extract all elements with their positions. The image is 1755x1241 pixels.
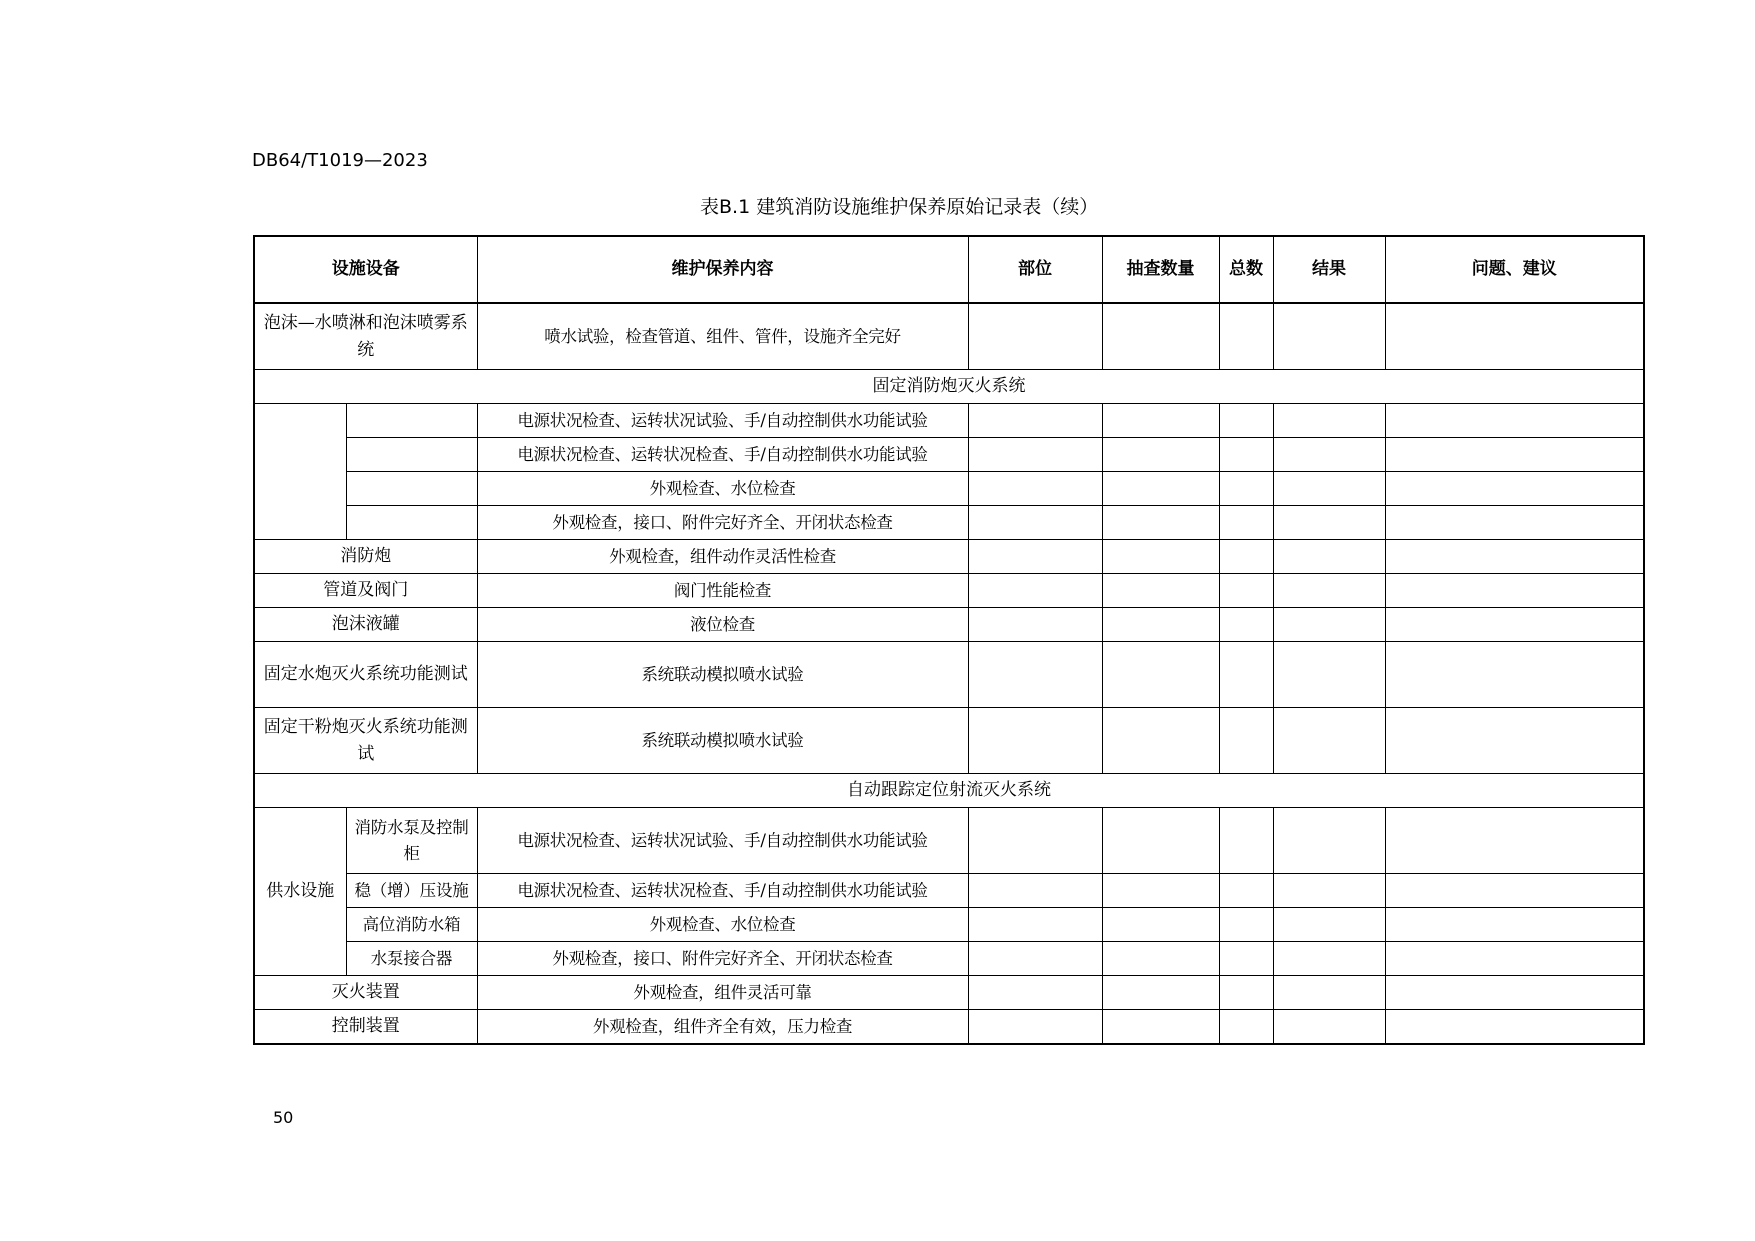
sub-facility-cell <box>346 506 477 540</box>
table-row <box>254 908 1644 942</box>
total-input[interactable] <box>1219 506 1273 540</box>
issues-input[interactable] <box>1385 303 1644 370</box>
issues-input[interactable] <box>1385 540 1644 574</box>
location-input[interactable] <box>968 874 1102 908</box>
total-input[interactable] <box>1219 942 1273 976</box>
header-row <box>254 236 1644 303</box>
content-cell: 液位检查 <box>477 608 968 642</box>
result-input[interactable] <box>1273 1010 1385 1045</box>
group-cell-water-supply: 供水设施 <box>254 808 346 976</box>
sample-qty-input[interactable] <box>1102 574 1219 608</box>
result-input[interactable] <box>1273 472 1385 506</box>
document-code: DB64/T1019—2023 <box>252 150 428 171</box>
total-input[interactable] <box>1219 808 1273 874</box>
total-input[interactable] <box>1219 438 1273 472</box>
header-location: 部位 <box>968 236 1102 303</box>
sample-qty-input[interactable] <box>1102 976 1219 1010</box>
header-result: 结果 <box>1273 236 1385 303</box>
table-row <box>254 642 1644 708</box>
issues-input[interactable] <box>1385 708 1644 774</box>
content-cell: 系统联动模拟喷水试验 <box>477 708 968 774</box>
sample-qty-input[interactable] <box>1102 642 1219 708</box>
location-input[interactable] <box>968 1010 1102 1045</box>
result-input[interactable] <box>1273 942 1385 976</box>
issues-input[interactable] <box>1385 608 1644 642</box>
result-input[interactable] <box>1273 708 1385 774</box>
location-input[interactable] <box>968 438 1102 472</box>
sample-qty-input[interactable] <box>1102 506 1219 540</box>
result-input[interactable] <box>1273 303 1385 370</box>
content-cell: 电源状况检查、运转状况试验、手/自动控制供水功能试验 <box>477 404 968 438</box>
facility-cell: 管道及阀门 <box>254 574 477 608</box>
location-input[interactable] <box>968 908 1102 942</box>
group-cell-empty <box>254 404 346 540</box>
table-row <box>254 976 1644 1010</box>
table-row <box>254 472 1644 506</box>
result-input[interactable] <box>1273 608 1385 642</box>
total-input[interactable] <box>1219 642 1273 708</box>
sub-facility-cell <box>346 404 477 438</box>
sub-facility-cell: 消防水泵及控制柜 <box>346 808 477 874</box>
table-row <box>254 438 1644 472</box>
table-row <box>254 808 1644 874</box>
total-input[interactable] <box>1219 708 1273 774</box>
location-input[interactable] <box>968 574 1102 608</box>
sub-facility-cell: 稳（增）压设施 <box>346 874 477 908</box>
facility-cell: 控制装置 <box>254 1010 477 1045</box>
total-input[interactable] <box>1219 472 1273 506</box>
sample-qty-input[interactable] <box>1102 1010 1219 1045</box>
facility-cell: 消防炮 <box>254 540 477 574</box>
table-row <box>254 404 1644 438</box>
issues-input[interactable] <box>1385 908 1644 942</box>
table-row <box>254 303 1644 370</box>
sample-qty-input[interactable] <box>1102 303 1219 370</box>
content-cell: 喷水试验，检查管道、组件、管件，设施齐全完好 <box>477 303 968 370</box>
issues-input[interactable] <box>1385 438 1644 472</box>
content-cell: 外观检查，组件齐全有效，压力检查 <box>477 1010 968 1045</box>
location-input[interactable] <box>968 642 1102 708</box>
total-input[interactable] <box>1219 976 1273 1010</box>
sub-facility-cell <box>346 438 477 472</box>
facility-cell: 泡沫液罐 <box>254 608 477 642</box>
sample-qty-input[interactable] <box>1102 404 1219 438</box>
facility-cell: 灭火装置 <box>254 976 477 1010</box>
result-input[interactable] <box>1273 404 1385 438</box>
issues-input[interactable] <box>1385 942 1644 976</box>
section-heading: 固定消防炮灭火系统 <box>254 370 1644 404</box>
table-title: 表B.1 建筑消防设施维护保养原始记录表（续） <box>700 196 1099 218</box>
issues-input[interactable] <box>1385 976 1644 1010</box>
location-input[interactable] <box>968 506 1102 540</box>
header-issues: 问题、建议 <box>1385 236 1644 303</box>
issues-input[interactable] <box>1385 404 1644 438</box>
total-input[interactable] <box>1219 608 1273 642</box>
header-sample-qty: 抽查数量 <box>1102 236 1219 303</box>
total-input[interactable] <box>1219 1010 1273 1045</box>
location-input[interactable] <box>968 976 1102 1010</box>
location-input[interactable] <box>968 608 1102 642</box>
content-cell: 电源状况检查、运转状况检查、手/自动控制供水功能试验 <box>477 438 968 472</box>
section-row <box>254 774 1644 808</box>
sample-qty-input[interactable] <box>1102 908 1219 942</box>
total-input[interactable] <box>1219 908 1273 942</box>
issues-input[interactable] <box>1385 874 1644 908</box>
location-input[interactable] <box>968 808 1102 874</box>
sub-facility-cell: 高位消防水箱 <box>346 908 477 942</box>
content-cell: 系统联动模拟喷水试验 <box>477 642 968 708</box>
issues-input[interactable] <box>1385 808 1644 874</box>
table-row <box>254 506 1644 540</box>
sample-qty-input[interactable] <box>1102 874 1219 908</box>
maintenance-record-table <box>253 235 1645 1045</box>
sub-facility-cell: 水泵接合器 <box>346 942 477 976</box>
content-cell: 电源状况检查、运转状况试验、手/自动控制供水功能试验 <box>477 808 968 874</box>
issues-input[interactable] <box>1385 642 1644 708</box>
content-cell: 外观检查，接口、附件完好齐全、开闭状态检查 <box>477 942 968 976</box>
facility-cell: 固定水炮灭火系统功能测试 <box>254 642 477 708</box>
table-row <box>254 708 1644 774</box>
sub-facility-cell <box>346 472 477 506</box>
result-input[interactable] <box>1273 976 1385 1010</box>
location-input[interactable] <box>968 472 1102 506</box>
total-input[interactable] <box>1219 540 1273 574</box>
content-cell: 外观检查、水位检查 <box>477 908 968 942</box>
location-input[interactable] <box>968 708 1102 774</box>
facility-cell: 泡沫—水喷淋和泡沫喷雾系统 <box>254 303 477 370</box>
issues-input[interactable] <box>1385 472 1644 506</box>
result-input[interactable] <box>1273 808 1385 874</box>
sample-qty-input[interactable] <box>1102 472 1219 506</box>
issues-input[interactable] <box>1385 1010 1644 1045</box>
result-input[interactable] <box>1273 540 1385 574</box>
location-input[interactable] <box>968 404 1102 438</box>
facility-cell: 固定干粉炮灭火系统功能测试 <box>254 708 477 774</box>
header-content: 维护保养内容 <box>477 236 968 303</box>
page-number: 50 <box>273 1108 294 1127</box>
total-input[interactable] <box>1219 404 1273 438</box>
sample-qty-input[interactable] <box>1102 942 1219 976</box>
result-input[interactable] <box>1273 874 1385 908</box>
sample-qty-input[interactable] <box>1102 608 1219 642</box>
table-row <box>254 1010 1644 1045</box>
result-input[interactable] <box>1273 506 1385 540</box>
content-cell: 外观检查，组件动作灵活性检查 <box>477 540 968 574</box>
table-row <box>254 608 1644 642</box>
table-row <box>254 942 1644 976</box>
total-input[interactable] <box>1219 303 1273 370</box>
result-input[interactable] <box>1273 908 1385 942</box>
result-input[interactable] <box>1273 438 1385 472</box>
section-row <box>254 370 1644 404</box>
result-input[interactable] <box>1273 642 1385 708</box>
table-row <box>254 574 1644 608</box>
table-row <box>254 874 1644 908</box>
issues-input[interactable] <box>1385 574 1644 608</box>
sample-qty-input[interactable] <box>1102 808 1219 874</box>
location-input[interactable] <box>968 303 1102 370</box>
content-cell: 外观检查、水位检查 <box>477 472 968 506</box>
header-facility: 设施设备 <box>254 236 477 303</box>
location-input[interactable] <box>968 942 1102 976</box>
total-input[interactable] <box>1219 874 1273 908</box>
issues-input[interactable] <box>1385 506 1644 540</box>
result-input[interactable] <box>1273 574 1385 608</box>
section-heading: 自动跟踪定位射流灭火系统 <box>254 774 1644 808</box>
content-cell: 阀门性能检查 <box>477 574 968 608</box>
sample-qty-input[interactable] <box>1102 708 1219 774</box>
sample-qty-input[interactable] <box>1102 540 1219 574</box>
sample-qty-input[interactable] <box>1102 438 1219 472</box>
table-row <box>254 540 1644 574</box>
location-input[interactable] <box>968 540 1102 574</box>
content-cell: 电源状况检查、运转状况检查、手/自动控制供水功能试验 <box>477 874 968 908</box>
total-input[interactable] <box>1219 574 1273 608</box>
header-total: 总数 <box>1219 236 1273 303</box>
content-cell: 外观检查，组件灵活可靠 <box>477 976 968 1010</box>
content-cell: 外观检查，接口、附件完好齐全、开闭状态检查 <box>477 506 968 540</box>
